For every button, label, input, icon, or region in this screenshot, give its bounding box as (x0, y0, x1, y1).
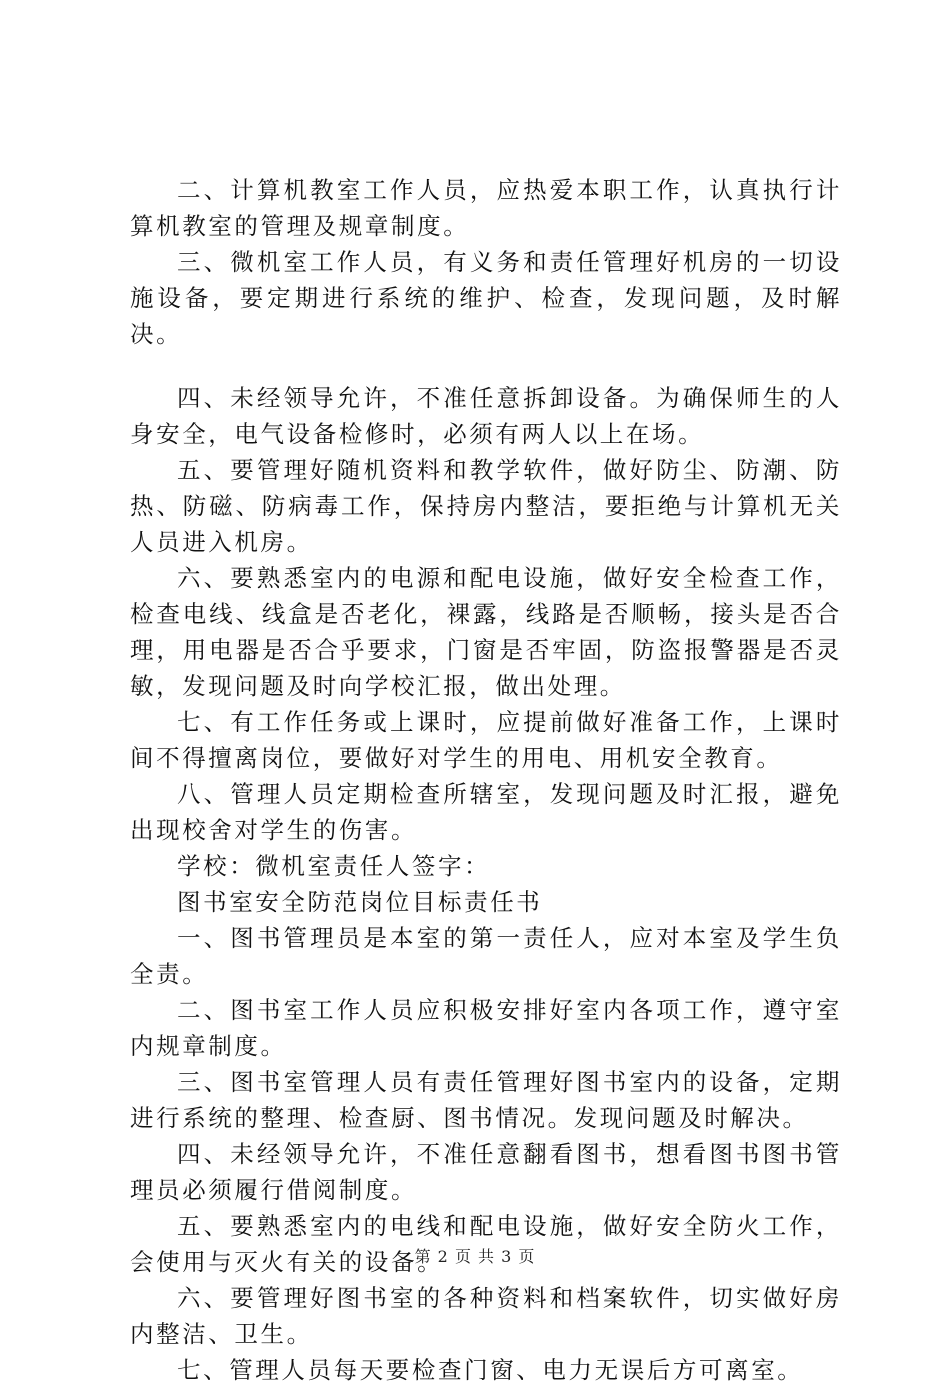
page-number-footer: 第 2 页 共 3 页 (414, 1247, 536, 1266)
paragraph-library-7: 七、管理人员每天要检查门窗、电力无误后方可离室。 (177, 1356, 804, 1384)
paragraph-library-1: 一、图书管理员是本室的第一责任人，应对本室及学生负全责。 (130, 924, 842, 988)
paragraph-library-6: 六、要管理好图书室的各种资料和档案软件，切实做好房内整洁、卫生。 (130, 1284, 842, 1348)
paragraph-computer-room-2: 二、计算机教室工作人员，应热爱本职工作，认真执行计算机教室的管理及规章制度。 (130, 176, 842, 240)
paragraph-library-4: 四、未经领导允许，不准任意翻看图书，想看图书图书管理员必须履行借阅制度。 (130, 1140, 842, 1204)
paragraph-computer-room-8: 八、管理人员定期检查所辖室，发现问题及时汇报，避免出现校舍对学生的伤害。 (130, 780, 842, 844)
section-title-library: 图书室安全防范岗位目标责任书 (177, 888, 543, 916)
paragraph-computer-room-6: 六、要熟悉室内的电源和配电设施，做好安全检查工作，检查电线、线盒是否老化，裸露，线路是否顺畅，接头是否合理，用电器是否合乎要求，门窗是否牢固，防盗报警器是否灵敏，发现问题及时向学校汇报，做出处理。 (130, 564, 842, 700)
document-body (130, 172, 842, 1388)
paragraph-computer-room-7: 七、有工作任务或上课时，应提前做好准备工作，上课时间不得擅离岗位，要做好对学生的用电、用机安全教育。 (130, 708, 842, 772)
paragraph-library-3: 三、图书室管理人员有责任管理好图书室内的设备，定期进行系统的整理、检查厨、图书情况。发现问题及时解决。 (130, 1068, 842, 1132)
paragraph-library-5: 五、要熟悉室内的电线和配电设施，做好安全防火工作，会使用与灭火有关的设备。 (130, 1212, 842, 1276)
paragraph-computer-room-4: 四、未经领导允许，不准任意拆卸设备。为确保师生的人身安全，电气设备检修时，必须有两人以上在场。 (130, 384, 842, 448)
paragraph-library-2: 二、图书室工作人员应积极安排好室内各项工作，遵守室内规章制度。 (130, 996, 842, 1060)
paragraph-computer-room-5: 五、要管理好随机资料和教学软件，做好防尘、防潮、防热、防磁、防病毒工作，保持房内整洁，要拒绝与计算机无关人员进入机房。 (130, 456, 842, 556)
signature-line: 学校：微机室责任人签字： (177, 852, 491, 880)
paragraph-computer-room-3: 三、微机室工作人员，有义务和责任管理好机房的一切设施设备，要定期进行系统的维护、检查，发现问题，及时解决。 (130, 248, 842, 348)
